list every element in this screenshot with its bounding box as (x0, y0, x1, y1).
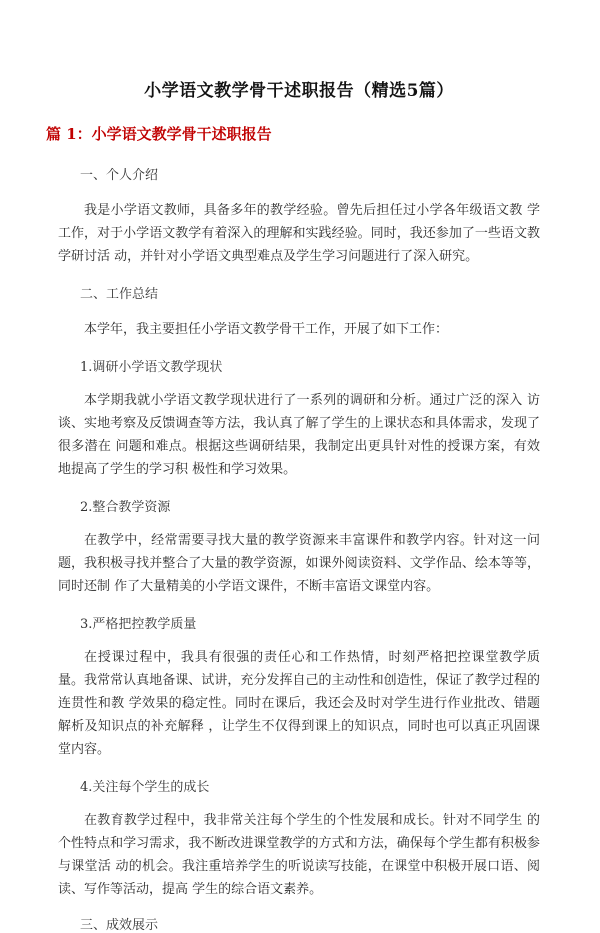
sub-heading-research: 1.调研小学语文教学现状 (80, 360, 223, 375)
section-heading-intro: 一、个人介绍 (80, 168, 159, 183)
paragraph-intro: 我是小学语文教师，具备多年的教学经验。曾先后担任过小学各年级语文教 学工作，对于小学语文教学有着深入的理解和实践经验。同时，我还参加了一些语文教学研讨活 动，并针对小学语文典型难点及学生学习问题进行了深入研究。 (58, 203, 540, 264)
paragraph-resources: 在教学中，经常需要寻找大量的教学资源来丰富课件和教学内容。针对这一问题，我积极寻找并整合了大量的教学资源，如课外阅读资料、文学作品、绘本等等，同时还制 作了大量精美的小学语文课件，不断丰富语文课堂内容。 (58, 533, 540, 594)
paragraph-growth: 在教育教学过程中，我非常关注每个学生的个性发展和成长。针对不同学生 的个性特点和学习需求，我不断改进课堂教学的方式和方法，确保每个学生都有积极参与课堂活 动的机会。我注重培养学生的听说读写技能，在课堂中积极开展口语、阅读、写作等活动，提高 学生的综合语文素养。 (58, 813, 540, 897)
section-heading-summary: 二、工作总结 (80, 287, 159, 302)
sub-heading-quality: 3.严格把控教学质量 (80, 617, 197, 632)
paragraph-quality: 在授课过程中，我具有很强的责任心和工作热情，时刻严格把控课堂教学质 量。我常常认真地备课、试讲，充分发挥自己的主动性和创造性，保证了教学过程的连贯性和教 学效果的稳定性。同时在课后，我还会及时对学生进行作业批改、错题解析及知识点的补充解释 ，让学生不仅得到课上的知识点，同时也可以真正巩固课堂内容。 (58, 650, 540, 757)
article-title: 篇 1：小学语文教学骨干述职报告 (46, 125, 272, 143)
section-heading-results: 三、成效展示 (80, 918, 159, 933)
paragraph-research: 本学期我就小学语文教学现状进行了一系列的调研和分析。通过广泛的深入 访谈、实地考察及反馈调查等方法，我认真了解了学生的上课状态和具体需求，发现了很多潜在 问题和难点。根据这些调研结果，我制定出更具针对性的授课方案，有效地提高了学生的学习积 极性和学习效果。 (58, 393, 540, 477)
document-title: 小学语文教学骨干述职报告（精选5篇） (144, 81, 454, 101)
sub-heading-resources: 2.整合教学资源 (80, 500, 171, 515)
paragraph-summary: 本学年，我主要担任小学语文教学骨干工作，开展了如下工作： (84, 322, 449, 337)
sub-heading-growth: 4.关注每个学生的成长 (80, 780, 210, 795)
